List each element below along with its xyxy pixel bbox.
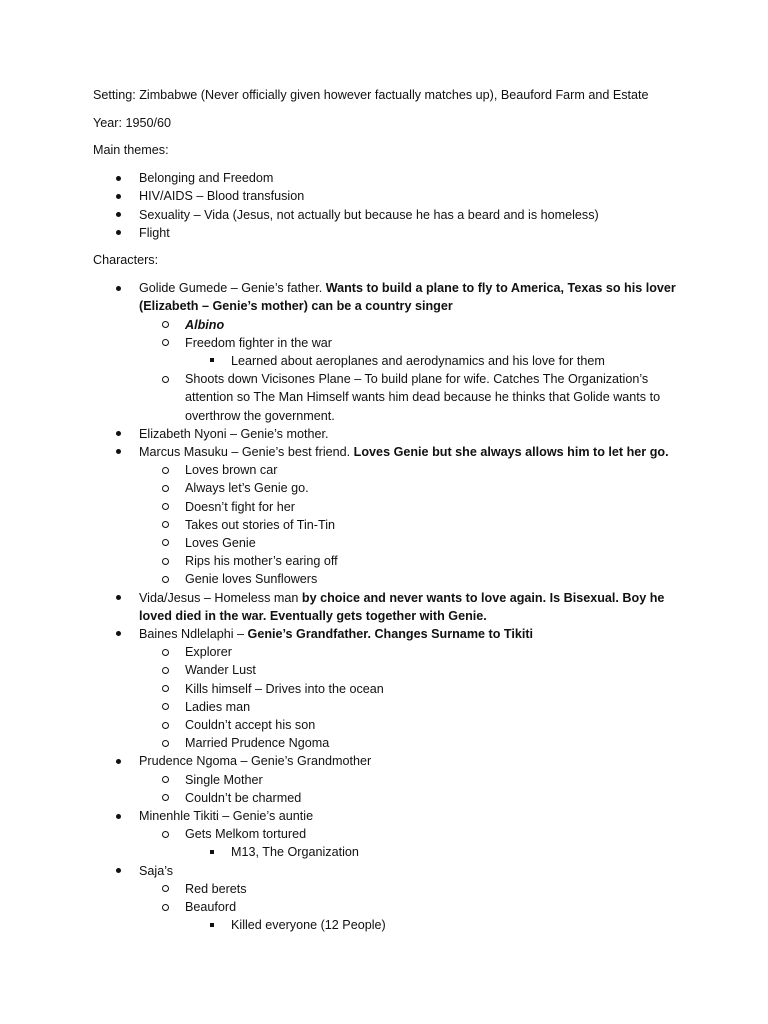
list-item: Takes out stories of Tin-Tin	[185, 517, 336, 532]
list-item: Explorer	[185, 645, 232, 660]
list-item: Gets Melkom tortured M13, The Organization	[139, 825, 693, 861]
list-item: Single Mother	[185, 772, 263, 787]
characters-heading: Characters:	[93, 253, 159, 268]
document-page	[93, 86, 693, 944]
themes-heading: Main themes:	[93, 143, 169, 158]
character-elizabeth: Elizabeth Nyoni – Genie’s mother.	[139, 426, 329, 441]
themes-list	[93, 169, 693, 242]
list-item: Learned about aeroplanes and aerodynamics and his love for them	[231, 353, 605, 368]
year-line: Year: 1950/60	[93, 115, 171, 130]
character-prudence: Prudence Ngoma – Genie’s Grandmother Single Mother Couldn’t be charmed	[93, 752, 693, 807]
character-marcus: Marcus Masuku – Genie’s best friend. Loves Genie but she always allows him to let her go. Loves brown car Always let’s Genie go. Doesn’t fight for her Takes out stories of Tin-Tin Loves Genie Rips his mother’s earing off Genie loves Sunflowers	[93, 443, 693, 589]
list-item: Freedom fighter in the war Learned about aeroplanes and aerodynamics and his love for them	[139, 334, 693, 370]
list-item: Genie loves Sunflowers	[185, 572, 318, 587]
list-item: Red berets	[185, 881, 247, 896]
list-item: Loves brown car	[185, 463, 278, 478]
list-item: Albino	[185, 317, 225, 332]
list-item: Married Prudence Ngoma	[185, 736, 330, 751]
character-vida: Vida/Jesus – Homeless man by choice and never wants to love again. Is Bisexual. Boy he loved died in the war. Eventually gets together with Genie.	[139, 590, 665, 623]
list-item: Wander Lust	[185, 663, 256, 678]
list-item: Sexuality – Vida (Jesus, not actually but because he has a beard and is homeless)	[139, 207, 599, 222]
list-item: HIV/AIDS – Blood transfusion	[139, 189, 305, 204]
character-minenhle: Minenhle Tikiti – Genie’s auntie Gets Melkom tortured M13, The Organization	[93, 807, 693, 862]
list-item: Flight	[139, 225, 170, 240]
list-item: Always let’s Genie go.	[185, 481, 309, 496]
list-item: Loves Genie	[185, 535, 256, 550]
list-item: Kills himself – Drives into the ocean	[185, 681, 384, 696]
character-golide: Golide Gumede – Genie’s father. Wants to build a plane to fly to America, Texas so his lover (Elizabeth – Genie’s mother) can be a country singer Albino Freedom fighter in the war Learned about aeroplanes and aerodynamics and his love for them Shoots down Vicisones Plane – To build plane for wife. Catches The Organization’s attention so The Man Himself wants him dead because he thinks that Golide wants to overthrow the government.	[93, 279, 693, 425]
list-item: Couldn’t be charmed	[185, 790, 302, 805]
setting-line: Setting: Zimbabwe (Never officially given however factually matches up), Beauford Farm and Estate	[93, 88, 649, 102]
list-item: Shoots down Vicisones Plane – To build plane for wife. Catches The Organization’s attention so The Man Himself wants him dead because he thinks that Golide wants to overthrow the government.	[185, 372, 661, 423]
list-item: Rips his mother’s earing off	[185, 554, 338, 569]
list-item: Belonging and Freedom	[139, 171, 274, 186]
character-baines: Baines Ndlelaphi – Genie’s Grandfather. Changes Surname to Tikiti Explorer Wander Lust Kills himself – Drives into the ocean Ladies man Couldn’t accept his son Married Prudence Ngoma	[93, 625, 693, 752]
characters-list	[93, 279, 693, 934]
character-sajas: Saja’s Red berets Beauford Killed everyone (12 People)	[93, 862, 693, 935]
list-item: Couldn’t accept his son	[185, 718, 316, 732]
list-item: Doesn’t fight for her	[185, 499, 295, 514]
list-item: M13, The Organization	[231, 845, 359, 860]
list-item: Killed everyone (12 People)	[231, 918, 386, 933]
list-item: Ladies man	[185, 699, 251, 714]
list-item: Beauford Killed everyone (12 People)	[139, 898, 693, 934]
